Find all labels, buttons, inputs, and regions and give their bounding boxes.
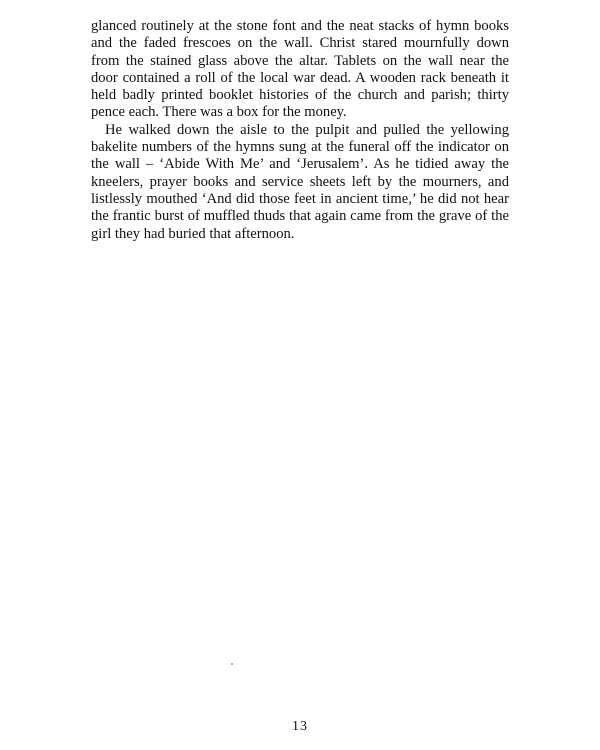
text-line: the frantic burst of muffled thuds that again came from the grave of the: [91, 208, 509, 225]
body-text: [91, 18, 509, 243]
text-line: held badly printed booklet histories of the church and parish; thirty: [91, 87, 509, 104]
text-line: glanced routinely at the stone font and the neat stacks of hymn books: [91, 18, 509, 34]
text-line: bakelite numbers of the hymns sung at the funeral off the indicator on: [91, 139, 509, 156]
text-line: the wall – ‘Abide With Me’ and ‘Jerusalem’. As he tidied away the: [91, 156, 509, 173]
text-line: door contained a roll of the local war dead. A wooden rack beneath it: [91, 69, 509, 86]
text-line: and the faded frescoes on the wall. Christ stared mournfully down: [91, 35, 509, 52]
text-line: kneelers, prayer books and service sheets left by the mourners, and: [91, 173, 509, 190]
text-line: from the stained glass above the altar. Tablets on the wall near the: [91, 52, 509, 69]
print-speck: [231, 663, 233, 665]
text-line: pence each. There was a box for the money.: [91, 104, 347, 121]
paragraph-1: [91, 18, 509, 122]
page-number: 13: [292, 719, 308, 734]
text-line: girl they had buried that afternoon.: [91, 225, 295, 242]
paragraph-2: [91, 122, 509, 243]
text-line: He walked down the aisle to the pulpit and pulled the yellowing: [105, 121, 509, 138]
text-line: listlessly mouthed ‘And did those feet in ancient time,’ he did not hear: [91, 190, 509, 207]
